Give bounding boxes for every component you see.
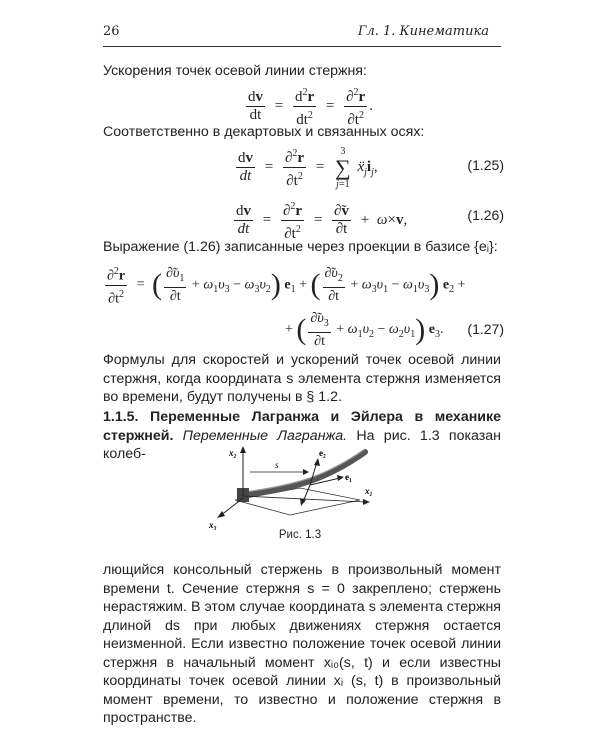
equation-1-25: $\frac{dv}{dt}$ = $\frac{\partial^2r}{\partial t^2}$ = 3 ∑ j=1 $ẍ_ji_j$, bbox=[238, 145, 378, 190]
equation-1-27-line2: + ( $\frac{\partial̃\upsilon_3}{\partial t}$ + $\omega_1\upsilon_2 - \omega_2\upsilon_1$) $e_3$. bbox=[285, 311, 444, 349]
equation-number-1-26: (1.26) bbox=[467, 207, 504, 223]
label-x3: x₃ bbox=[209, 520, 217, 530]
figure-caption: Рис. 1.3 bbox=[278, 529, 322, 541]
figure-rod bbox=[205, 440, 405, 540]
equation-acceleration: $\frac{dv}{dt}$ = $\frac{d^2r}{dt^2}$ = $\frac{\partial^2r}{\partial t^2}$ . bbox=[244, 84, 373, 129]
paragraph-accelerations: Ускорения точек осевой линии стержня: bbox=[103, 63, 367, 79]
section-subtitle: Переменные Лагранжа. bbox=[182, 427, 348, 444]
axis-x3-arrow bbox=[217, 511, 225, 518]
axis-x3 bbox=[220, 498, 243, 516]
label-e1: e₁ bbox=[345, 472, 352, 482]
page-number: 26 bbox=[103, 24, 120, 39]
equation-1-26: $\frac{dv}{dt}$ = $\frac{\partial^2r}{\partial t^2}$ = $\frac{\partial̃v}{\partial t}$ + ω×v, bbox=[232, 198, 407, 243]
label-x1: x₁ bbox=[365, 486, 373, 496]
paragraph-projections: Выражение (1.26) записанные через проекции в базисе {eᵢ}: bbox=[103, 239, 498, 255]
section-title: 1.1.5. Переменные Лагранжа и Эйлера в механике стержней. bbox=[103, 409, 501, 444]
label-s: s bbox=[275, 460, 279, 470]
page-header bbox=[103, 20, 501, 47]
axis-x2-arrow bbox=[240, 446, 246, 453]
label-x2: x₂ bbox=[229, 448, 237, 458]
paragraph-lagrange: лющийся консольный стержень в произвольный момент времени t. Сечение стержня s = 0 закреплено; стержень нерастяжим. В этом случае координата s элемента стержня длиной ds при любых движениях стержня остается неизменной. Если известно положение точек осевой линии стержня в начальный момент xᵢ₀(s, t) и если известны координаты точек осевой линии xᵢ (s, t) в произвольный момент времени, то известно и положение стержня в пространстве. bbox=[103, 562, 501, 726]
label-e2: e₂ bbox=[319, 448, 326, 458]
paragraph-formulas: Формулы для скоростей и ускорений точек осевой линии стержня, когда координата s элемента стержня изменяется во времени, будут получены в § 1.2. bbox=[103, 352, 501, 405]
equation-1-27-line1: $\frac{\partial^2r}{\partial t^2}$ = ( $\frac{\partial̃\upsilon_1}{\partial t}$ + $\omega_1\upsilon_3 - \omega_3\upsilon_2$) $e_1$ + ( $\frac{\partial̃\upsilon_2}{\partial t}$ + $\omega_3\upsilon_1 - \omega_1\upsilon_3$) $e_2$ + bbox=[103, 263, 465, 307]
equation-number-1-27: (1.27) bbox=[467, 321, 504, 337]
equation-number-1-25: (1.25) bbox=[467, 157, 504, 173]
section-tail: На рис. 1.3 показан колеб- bbox=[103, 427, 501, 462]
paragraph-cartesian: Соответственно в декартовых и связанных осях: bbox=[103, 124, 425, 140]
running-head: Гл. 1. Кинематика bbox=[357, 24, 489, 39]
axis-x1-arrow bbox=[363, 499, 370, 505]
